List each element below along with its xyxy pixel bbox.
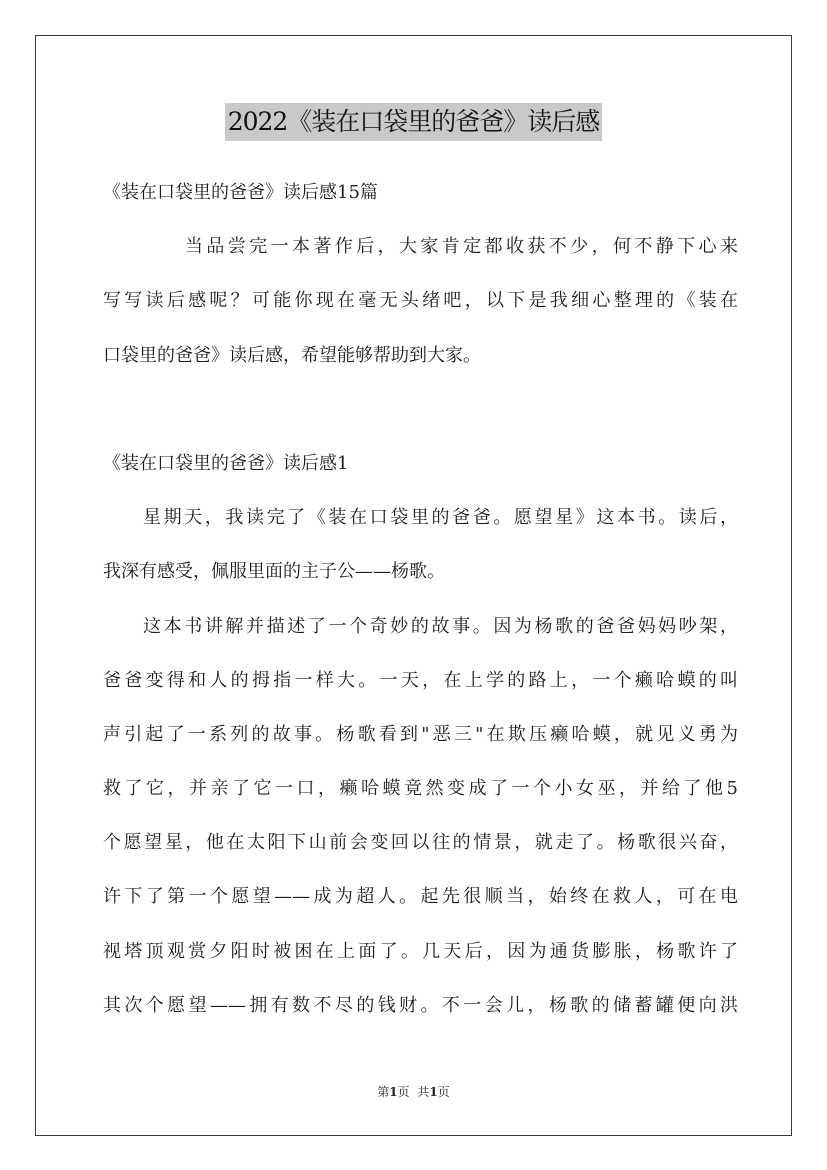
paragraph-line: 我深有感受，佩服里面的主子公——杨歌。: [103, 561, 445, 583]
document-title: 2022《装在口袋里的爸爸》读后感: [225, 103, 603, 141]
page-number: 1: [389, 1085, 398, 1099]
total-pages: 1: [429, 1085, 438, 1099]
intro-line: 口袋里的爸爸》读后感，希望能够帮助到大家。: [103, 344, 481, 366]
intro-line: 写写读后感呢？可能你现在毫无头绪吧，以下是我细心整理的《装在: [103, 290, 738, 312]
paragraph-line: 声引起了一系列的故事。杨歌看到"恶三"在欺压癞哈蟆，就见义勇为: [103, 723, 738, 745]
total-suffix: 页: [437, 1085, 450, 1099]
paragraph-line: 视塔顶观赏夕阳时被困在上面了。几天后，因为通货膨胀，杨歌许了: [103, 940, 738, 962]
paragraph-line: 爸爸变得和人的拇指一样大。一天，在上学的路上，一个癞哈蟆的叫: [103, 669, 738, 691]
paragraph-line: 其次个愿望——拥有数不尽的钱财。不一会儿，杨歌的储蓄罐便向洪: [103, 994, 738, 1016]
page-footer: [0, 1084, 827, 1100]
paragraph-line: 这本书讲解并描述了一个奇妙的故事。因为杨歌的爸爸妈妈吵架，: [143, 615, 738, 637]
paragraph-line: 许下了第一个愿望——成为超人。起先很顺当，始终在救人，可在电: [103, 886, 738, 908]
intro-paragraph: [103, 220, 738, 383]
paragraph-line: 星期天，我读完了《装在口袋里的爸爸。愿望星》这本书。读后，: [143, 507, 738, 529]
title-row: [0, 103, 827, 141]
paragraph-line: 救了它，并亲了它一口，癞哈蟆竟然变成了一个小女巫，并给了他5: [103, 778, 738, 800]
section-heading: 《装在口袋里的爸爸》读后感1: [103, 452, 349, 474]
body-paragraph-2: [103, 600, 738, 1034]
page-suffix: 页: [397, 1085, 410, 1099]
body-paragraph-1: [103, 491, 738, 599]
page-prefix: 第: [377, 1085, 390, 1099]
document-body: [103, 166, 738, 1033]
total-prefix: 共: [417, 1085, 430, 1099]
intro-line: 当品尝完一本著作后，大家肯定都收获不少，何不静下心来: [185, 236, 738, 258]
blank-line: [103, 383, 738, 437]
subtitle: 《装在口袋里的爸爸》读后感15篇: [103, 182, 378, 203]
paragraph-line: 个愿望星，他在太阳下山前会变回以往的情景，就走了。杨歌很兴奋，: [103, 832, 738, 854]
